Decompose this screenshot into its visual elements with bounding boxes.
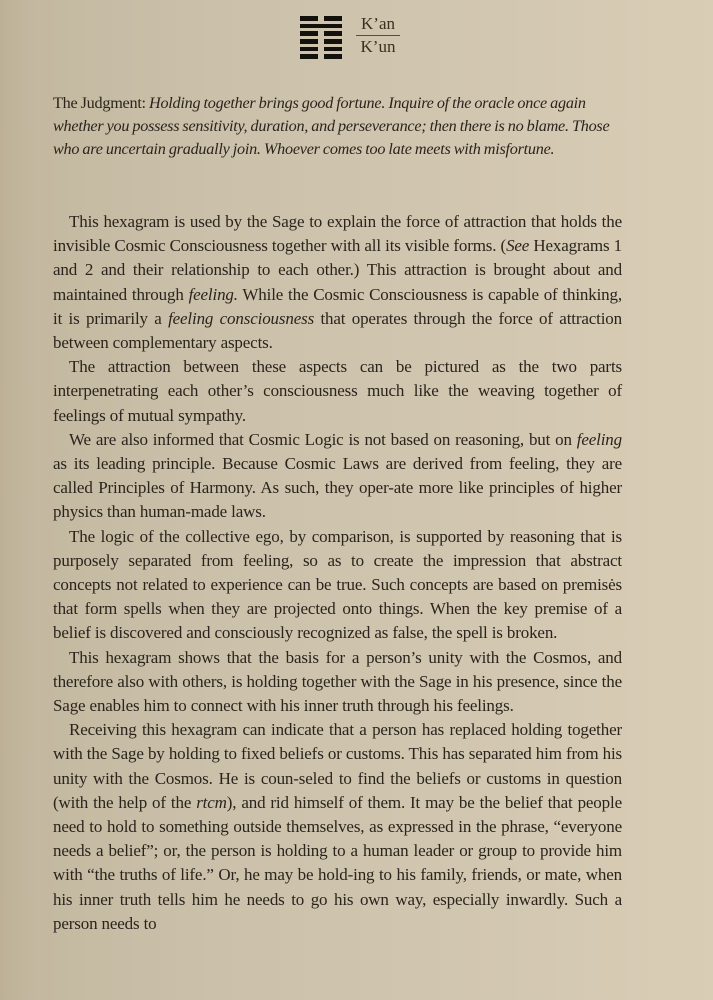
italic-run: rtcm [196,792,227,812]
text-run: While the Cosmic Consciousness is capable of thinking, it is primarily a [53,284,622,328]
hexagram-8-icon [300,16,342,62]
text-run: that operates through the force of attraction between complementary aspects. [53,308,622,353]
hexagram-line-6-broken [300,54,342,59]
hexagram-header [300,14,420,64]
text-run: as its leading principle. Because Cosmic Laws are derived from feeling, they are called Principles of Harmony. As such, they oper-ate more like principles of higher physics than human-made laws. [53,454,622,522]
judgment-paragraph [53,92,633,162]
paragraph-6 [53,718,622,936]
paragraph-3 [53,428,622,525]
text-run: This hexagram is used by the Sage to explain the force of attraction that holds the invisible Cosmic Consciousness together with all its visible forms. ( [53,212,622,256]
hexagram-line-2-solid [300,24,342,29]
text-run: We are also informed that Cosmic Logic is not based on reasoning, but on [69,429,577,449]
hexagram-line-3-broken [300,31,342,36]
hexagram-line-5-broken [300,47,342,52]
paragraph-4: The logic of the collective ego, by comparison, is supported by reasoning that is purposely separated from feeling, so as to create the impression that abstract concepts not related to experience can be true. Such concepts are based on premisės that form spells when they are projected onto things. When the key premise of a belief is discovered and consciously recognized as false, the spell is broken. [53,526,622,643]
italic-run: feeling. [188,284,238,304]
text-run: Receiving this hexagram can indicate that a person has replaced holding together with the Sage by holding to fixed beliefs or customs. This has separated him from his unity with the Cosmos. He is coun-seled to find the beliefs or customs in question (with the help of the [53,720,622,812]
italic-run: feeling [576,429,622,449]
commentary-body [53,210,622,936]
italic-run: feeling consciousness [168,308,315,328]
hexagram-line-4-broken [300,39,342,44]
judgment-label: The Judgment: [53,94,150,112]
lower-trigram-name: K’un [360,37,396,56]
text-run: ), and rid himself of them. It may be the belief that people need to hold to something outside themselves, as expressed in the phrase, “everyone needs a belief”; or, the person is holding to a human leader or group to provide him with “the truths of life.” Or, he may be hold-ing to his family, friends, or mate, when his inner truth tells him he needs to go his own way, especially inwardly. Such a person needs to [53,792,622,933]
judgment-text: Holding together brings good fortune. Inquire of the oracle once again whether you possess sensitivity, duration, and perseverance; then there is no blame. Those who are uncertain gradually join. Whoever comes too late meets with misfortune. [53,94,610,159]
paragraph-1 [53,210,622,355]
hexagram-line-1-broken [300,16,342,21]
trigram-names [356,14,400,57]
italic-run: See [506,236,530,256]
text-run: Hexagrams 1 and 2 and their relationship to each other.) This attraction is brought about and maintained through [53,236,622,304]
upper-trigram-name: K’an [356,14,400,36]
paragraph-5: This hexagram shows that the basis for a person’s unity with the Cosmos, and therefore also with others, is holding together with the Sage in his presence, since the Sage enables him to connect with his inner truth through his feelings. [53,647,622,716]
paragraph-2: The attraction between these aspects can be pictured as the two parts interpenetrating each other’s consciousness much like the weaving together of feelings of mutual sympathy. [53,357,622,425]
